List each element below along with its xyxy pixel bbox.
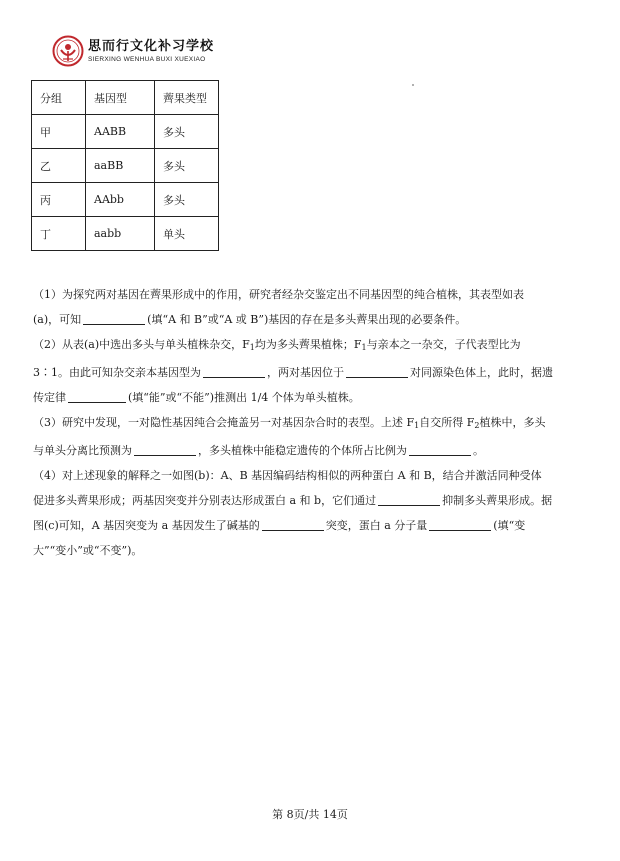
subscript: 1: [361, 343, 367, 352]
subscript: 1: [414, 421, 420, 430]
question-4: [33, 463, 561, 563]
table-cell: AABB: [86, 115, 155, 149]
table-cell: 乙: [32, 149, 86, 183]
answer-blank[interactable]: [203, 365, 265, 378]
table-cell: 多头: [155, 149, 219, 183]
question-text: 对同源染色体上，此时，据遗: [410, 366, 553, 379]
question-text: ，两对基因位于: [267, 366, 344, 379]
school-name-en: SIERXING WENHUA BUXI XUEXIAO: [88, 55, 206, 63]
question-2: [33, 332, 561, 410]
question-text: ，多头植株中能稳定遗传的个体所占比例为: [198, 444, 407, 457]
table-header-cell: 基因型: [86, 81, 155, 115]
question-text: 抑制多头薺果形成。据: [442, 494, 553, 507]
answer-blank[interactable]: [378, 493, 440, 506]
table-header-cell: 薺果类型: [155, 81, 219, 115]
question-text: 。: [473, 444, 484, 457]
table-cell: 多头: [155, 115, 219, 149]
question-text: (a)，可知: [33, 313, 82, 326]
question-1: [33, 282, 561, 332]
table-row: [32, 115, 219, 149]
table-row: [32, 217, 219, 251]
question-text: 大”“变小”或“不变”)。: [33, 544, 143, 557]
question-block: [33, 282, 561, 563]
answer-blank[interactable]: [68, 390, 126, 403]
page-number: 第 8页/共 14页: [272, 808, 348, 821]
table-header-row: [32, 81, 219, 115]
genotype-table: [31, 80, 219, 251]
table-header-cell: 分组: [32, 81, 86, 115]
question-3: [33, 410, 561, 463]
question-text: （3）研究中发现，一对隐性基因纯合会掩盖另一对基因杂合时的表型。上述 F: [33, 416, 415, 429]
question-text: (填“A 和 B”或“A 或 B”)基因的存在是多头薺果出现的必要条件。: [147, 313, 467, 326]
answer-blank[interactable]: [262, 518, 324, 531]
question-text: （2）从表(a)中选出多头与单头植株杂交，F: [33, 338, 250, 351]
subscript: 1: [249, 343, 255, 352]
question-text: 传定律: [33, 391, 66, 404]
question-text: (填“变: [493, 519, 526, 532]
table-cell: 丁: [32, 217, 86, 251]
table-cell: 甲: [32, 115, 86, 149]
school-seal-icon: [52, 35, 84, 67]
question-text: 均为多头薺果植株；F: [254, 338, 362, 351]
school-name-cn: 思而行文化补习学校: [88, 38, 215, 54]
question-text: （1）为探究两对基因在薺果形成中的作用，研究者经杂交鉴定出不同基因型的纯合植株，其表型如表: [33, 288, 524, 301]
scan-speck: [412, 84, 414, 86]
question-text: (填“能”或“不能”)推测出 1/4 个体为单头植株。: [128, 391, 360, 404]
table-cell: 多头: [155, 183, 219, 217]
table-cell: 丙: [32, 183, 86, 217]
question-text: 3∶1。由此可知杂交亲本基因型为: [33, 366, 201, 379]
table-cell: AAbb: [86, 183, 155, 217]
question-text: 与单头分离比预测为: [33, 444, 132, 457]
question-text: 植株中，多头: [479, 416, 546, 429]
answer-blank[interactable]: [83, 312, 145, 325]
question-text: 图(c)可知，A 基因突变为 a 基因发生了碱基的: [33, 519, 260, 532]
question-text: 与亲本之一杂交，子代表型比为: [366, 338, 521, 351]
question-text: 促进多头薺果形成；两基因突变并分别表达形成蛋白 a 和 b，它们通过: [33, 494, 377, 507]
answer-blank[interactable]: [346, 365, 408, 378]
question-text: （4）对上述现象的解释之一如图(b)：A、B 基因编码结构相似的两种蛋白 A 和 B，结合并激活同种受体: [33, 469, 542, 482]
answer-blank[interactable]: [429, 518, 491, 531]
table-cell: 单头: [155, 217, 219, 251]
table-cell: aaBB: [86, 149, 155, 183]
table-cell: aabb: [86, 217, 155, 251]
table-row: [32, 183, 219, 217]
answer-blank[interactable]: [409, 443, 471, 456]
answer-blank[interactable]: [134, 443, 196, 456]
question-text: 自交所得 F: [419, 416, 475, 429]
school-header: [52, 34, 214, 68]
table-row: [32, 149, 219, 183]
question-text: 突变，蛋白 a 分子量: [325, 519, 428, 532]
subscript: 2: [474, 421, 480, 430]
